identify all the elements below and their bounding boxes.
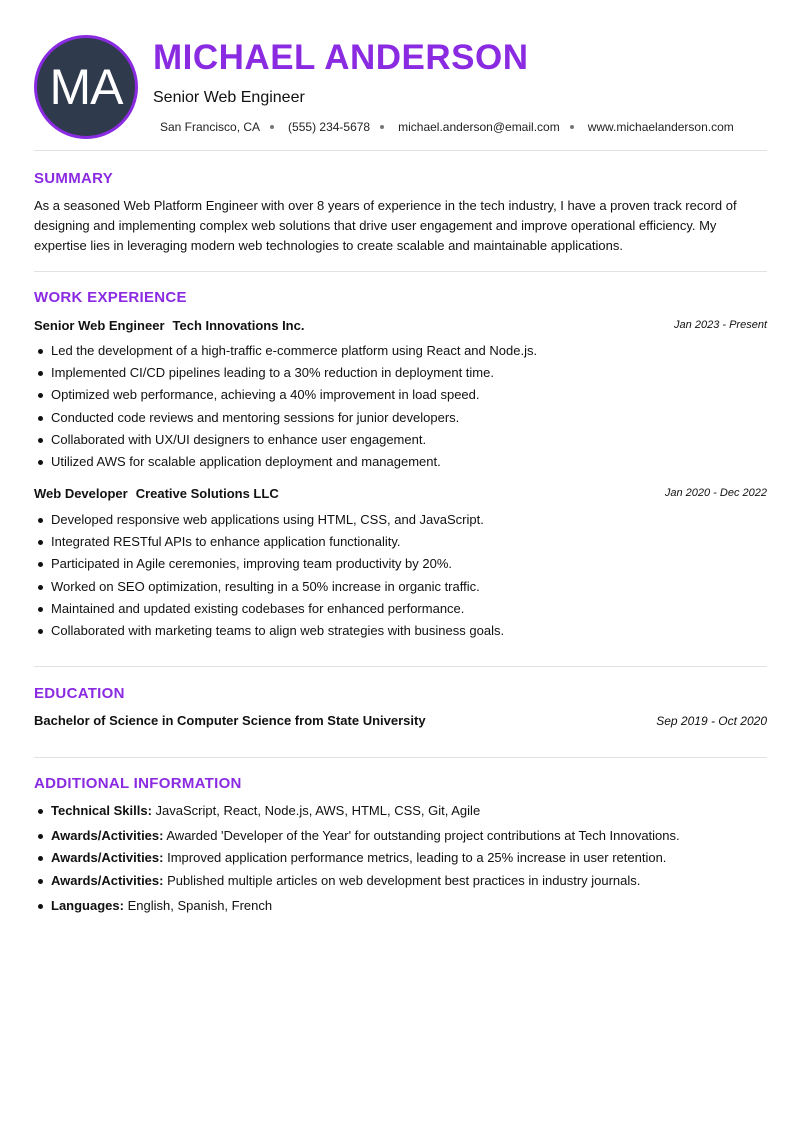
job-company: Creative Solutions LLC (135, 486, 279, 501)
item-label: Awards/Activities: (51, 828, 164, 843)
list-item: Maintained and updated existing codebases for enhanced performance. (34, 599, 767, 621)
item-text: Published multiple articles on web development best practices in industry journals. (167, 872, 641, 888)
list-item: Led the development of a high-traffic e-commerce platform using React and Node.js. (34, 341, 767, 363)
candidate-title: Senior Web Engineer (153, 89, 305, 106)
item-text: Improved application performance metrics, leading to a 25% increase in user retention. (167, 850, 667, 866)
separator-dot (380, 125, 384, 129)
divider (34, 150, 767, 151)
list-item (34, 871, 767, 896)
item-label: Languages: (51, 897, 124, 913)
job-company: Tech Innovations Inc. (172, 318, 305, 333)
job-role: Senior Web Engineer (34, 318, 165, 333)
job-header (34, 318, 767, 336)
job-bullets (34, 341, 767, 474)
candidate-name: MICHAEL ANDERSON (153, 38, 529, 77)
additional-list (34, 801, 767, 918)
avatar-initials: MA (49, 59, 123, 115)
summary-heading: SUMMARY (34, 170, 114, 187)
contact-location: San Francisco, CA (160, 120, 261, 134)
job-header (34, 486, 767, 504)
list-item: Implemented CI/CD pipelines leading to a 30% reduction in deployment time. (34, 363, 767, 385)
list-item: Participated in Agile ceremonies, improving team productivity by 20%. (34, 554, 767, 576)
contact-phone: (555) 234-5678 (288, 120, 371, 134)
list-item (34, 826, 767, 848)
list-item: Integrated RESTful APIs to enhance application functionality. (34, 532, 767, 554)
list-item: Utilized AWS for scalable application deployment and management. (34, 452, 767, 474)
list-item: Worked on SEO optimization, resulting in a 50% increase in organic traffic. (34, 577, 767, 599)
divider (34, 666, 767, 667)
item-label: Awards/Activities: (51, 872, 164, 888)
education-entry (34, 713, 767, 731)
contact-line (160, 120, 734, 134)
list-item: Optimized web performance, achieving a 40% improvement in load speed. (34, 385, 767, 407)
education-heading: EDUCATION (34, 685, 125, 702)
item-text: Awarded 'Developer of the Year' for outstanding project contributions at Tech Innovations. (166, 828, 680, 843)
divider (34, 757, 767, 758)
education-degree: Bachelor of Science in Computer Science from State University (34, 713, 426, 728)
separator-dot (270, 125, 274, 129)
contact-website[interactable]: www.michaelanderson.com (587, 120, 734, 134)
separator-dot (570, 125, 574, 129)
item-label: Awards/Activities: (51, 850, 164, 866)
list-item: Conducted code reviews and mentoring sessions for junior developers. (34, 408, 767, 430)
item-text: English, Spanish, French (127, 897, 273, 913)
job-bullets (34, 510, 767, 643)
list-item: Developed responsive web applications using HTML, CSS, and JavaScript. (34, 510, 767, 532)
list-item: Collaborated with marketing teams to align web strategies with business goals. (34, 621, 767, 643)
item-label: Technical Skills: (51, 803, 152, 818)
list-item (34, 848, 767, 870)
list-item (34, 896, 767, 918)
job-dates: Jan 2023 - Present (674, 319, 767, 331)
experience-heading: WORK EXPERIENCE (34, 289, 187, 306)
education-dates: Sep 2019 - Oct 2020 (656, 714, 767, 728)
job-role-company (34, 318, 304, 333)
job-role-company (34, 486, 279, 501)
avatar (34, 35, 138, 139)
item-text: JavaScript, React, Node.js, AWS, HTML, CSS, Git, Agile (155, 803, 481, 818)
job-role: Web Developer (34, 486, 128, 501)
list-item: Collaborated with UX/UI designers to enhance user engagement. (34, 430, 767, 452)
additional-heading: ADDITIONAL INFORMATION (34, 775, 242, 792)
summary-text: As a seasoned Web Platform Engineer with over 8 years of experience in the tech industry, I have a proven track record of designing and implementing complex web solutions that drive user engagement and improve operational efficiency. My expertise lies in leveraging modern web technologies to create scalable and maintainable applications. (34, 198, 737, 253)
divider (34, 271, 767, 272)
job-dates: Jan 2020 - Dec 2022 (664, 487, 767, 499)
contact-email[interactable]: michael.anderson@email.com (398, 120, 560, 134)
list-item (34, 801, 767, 826)
